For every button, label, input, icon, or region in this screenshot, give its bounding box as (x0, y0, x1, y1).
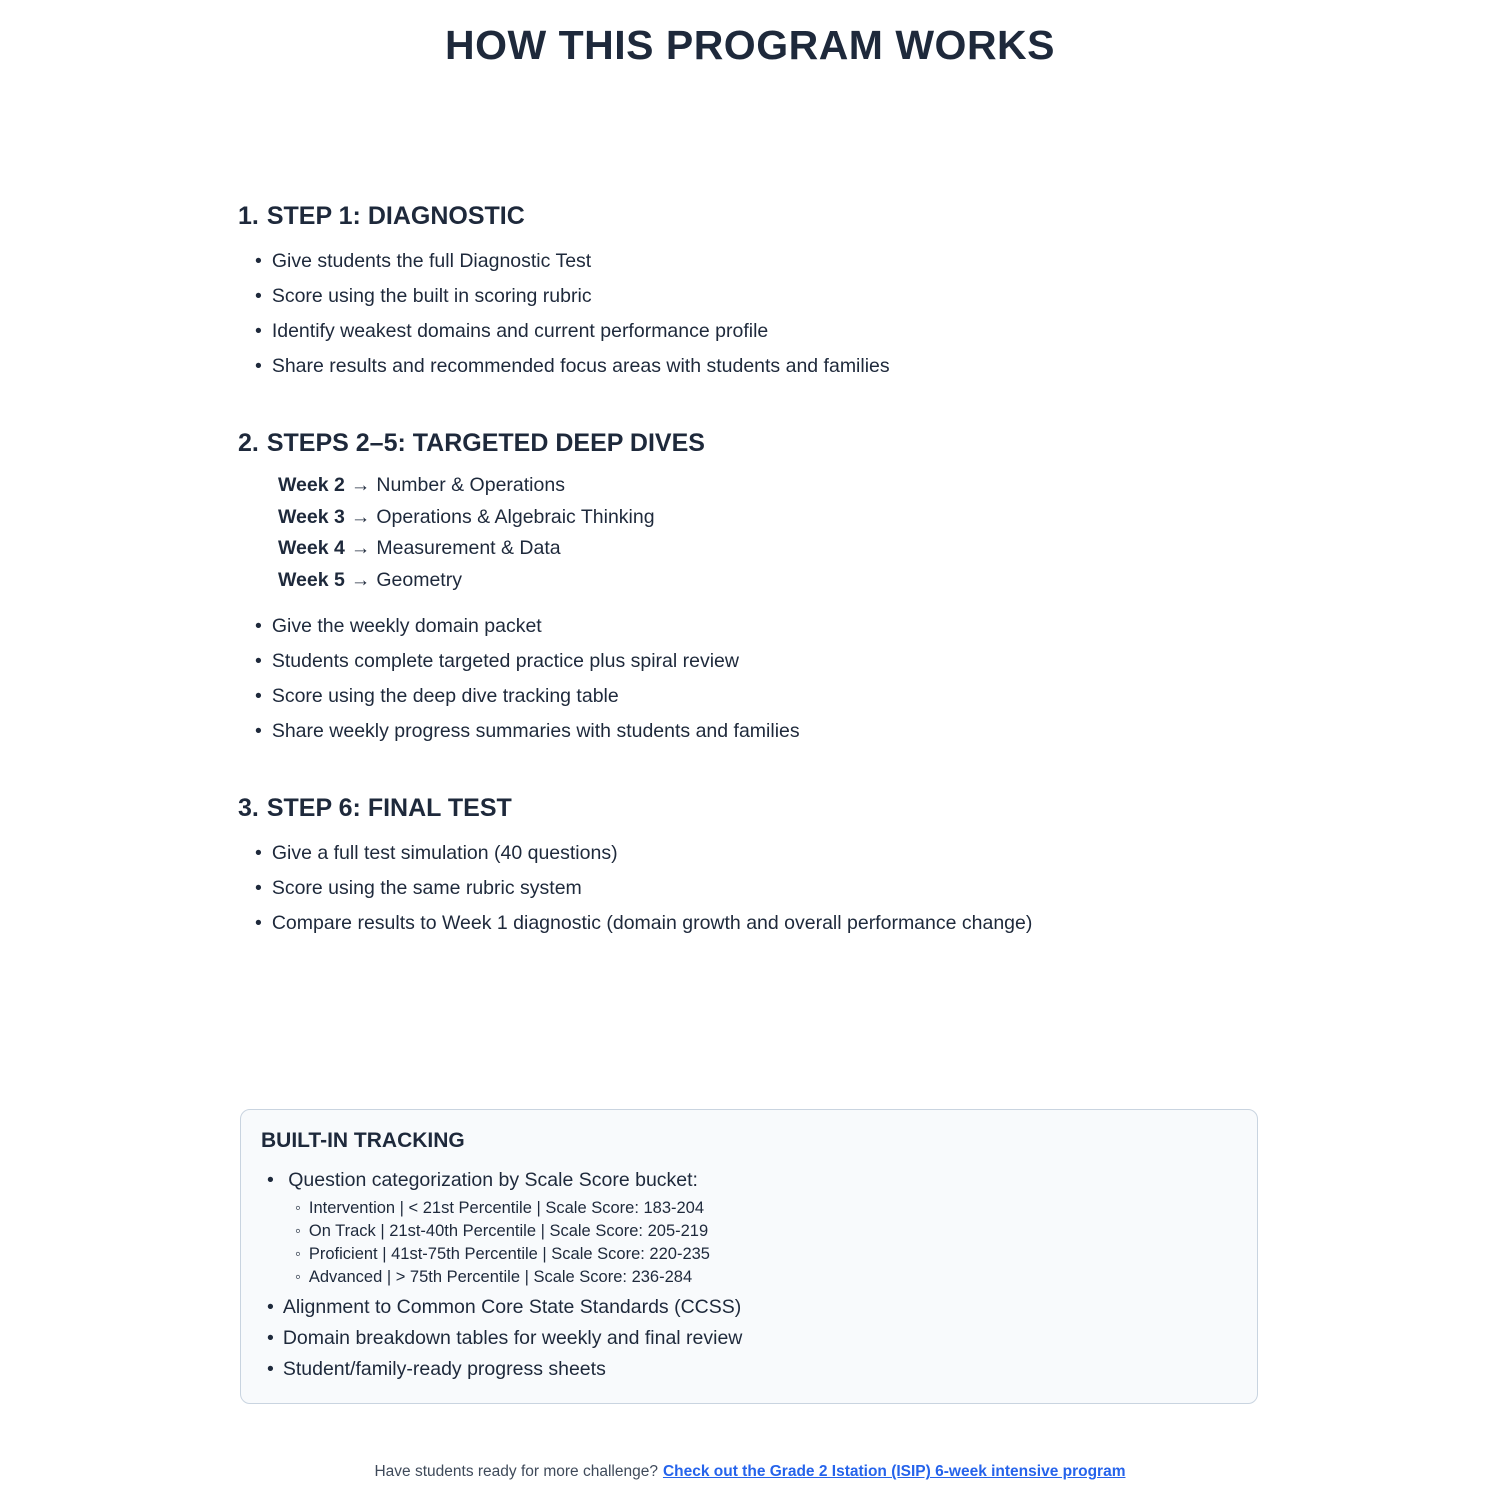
tracking-box-title: BUILT-IN TRACKING (261, 1129, 465, 1153)
right-arrow-icon: → (350, 505, 371, 528)
week-topic: Geometry (376, 568, 462, 591)
section-number: 3. (238, 794, 259, 823)
week-topic: Measurement & Data (376, 537, 561, 560)
right-arrow-icon: → (350, 537, 371, 560)
week-label: Week 4 (278, 537, 345, 560)
list-item: • Give students the full Diagnostic Test (255, 244, 1268, 279)
list-item: • Score using the same rubric system (255, 871, 1268, 906)
bucket-item: ◦ Proficient | 41st-75th Percentile | Scale Score: 220-235 (295, 1243, 1233, 1266)
section-heading-label: STEP 1: DIAGNOSTIC (266, 202, 525, 231)
week-row (278, 533, 1268, 565)
bullet-list (238, 244, 1268, 384)
section-step-1-diagnostic (238, 201, 1268, 384)
section-step-6-final-test (238, 793, 1268, 941)
week-topic: Operations & Algebraic Thinking (376, 505, 655, 528)
week-row (278, 565, 1268, 597)
section-heading-label: STEP 6: FINAL TEST (266, 794, 512, 823)
footer-link-grade2-program[interactable]: Check out the Grade 2 Istation (ISIP) 6-week intensive program (662, 1463, 1126, 1481)
week-row (278, 502, 1268, 534)
list-item: • Score using the built in scoring rubric (255, 279, 1268, 314)
list-item: • Share weekly progress summaries with students and families (255, 714, 1268, 749)
bucket-item: ◦ On Track | 21st-40th Percentile | Scale Score: 205-219 (295, 1220, 1233, 1243)
bucket-item: ◦ Advanced | > 75th Percentile | Scale Score: 236-284 (295, 1266, 1233, 1289)
week-label: Week 2 (278, 474, 345, 497)
list-item: • Student/family-ready progress sheets (267, 1354, 1233, 1385)
week-label: Week 5 (278, 568, 345, 591)
list-item: • Give a full test simulation (40 questions) (255, 836, 1268, 871)
weeks-schedule (238, 470, 1268, 596)
section-steps-2-5-deep-dives (238, 428, 1268, 749)
page-title: HOW THIS PROGRAM WORKS (444, 22, 1056, 68)
section-heading (238, 793, 1268, 823)
list-item: • Compare results to Week 1 diagnostic (domain growth and overall performance change) (255, 906, 1268, 941)
section-heading (238, 428, 1268, 458)
list-item (267, 1165, 1233, 1289)
main-content (238, 201, 1268, 941)
scale-score-bucket-list (267, 1197, 1233, 1289)
bullet-list (238, 836, 1268, 941)
bucket-lead-text: Question categorization by Scale Score bucket: (288, 1169, 698, 1192)
list-item: • Score using the deep dive tracking table (255, 679, 1268, 714)
list-item: • Identify weakest domains and current performance profile (255, 314, 1268, 349)
section-heading-label: STEPS 2–5: TARGETED DEEP DIVES (266, 429, 705, 458)
right-arrow-icon: → (350, 474, 371, 497)
built-in-tracking-box (240, 1109, 1258, 1404)
week-topic: Number & Operations (376, 474, 565, 497)
footer-text: Have students ready for more challenge? (374, 1463, 658, 1481)
tracking-feature-list (261, 1165, 1233, 1385)
list-item: • Share results and recommended focus areas with students and families (255, 349, 1268, 384)
list-item: • Students complete targeted practice plus spiral review (255, 644, 1268, 679)
list-item: • Give the weekly domain packet (255, 609, 1268, 644)
list-item: • Alignment to Common Core State Standards (CCSS) (267, 1292, 1233, 1323)
section-number: 1. (238, 202, 259, 231)
right-arrow-icon: → (350, 568, 371, 591)
list-item: • Domain breakdown tables for weekly and final review (267, 1323, 1233, 1354)
section-heading (238, 201, 1268, 231)
week-row (278, 470, 1268, 502)
footer (0, 1462, 1500, 1482)
bullet-list (238, 609, 1268, 749)
section-number: 2. (238, 429, 259, 458)
bucket-item: ◦ Intervention | < 21st Percentile | Scale Score: 183-204 (295, 1197, 1233, 1220)
week-label: Week 3 (278, 505, 345, 528)
